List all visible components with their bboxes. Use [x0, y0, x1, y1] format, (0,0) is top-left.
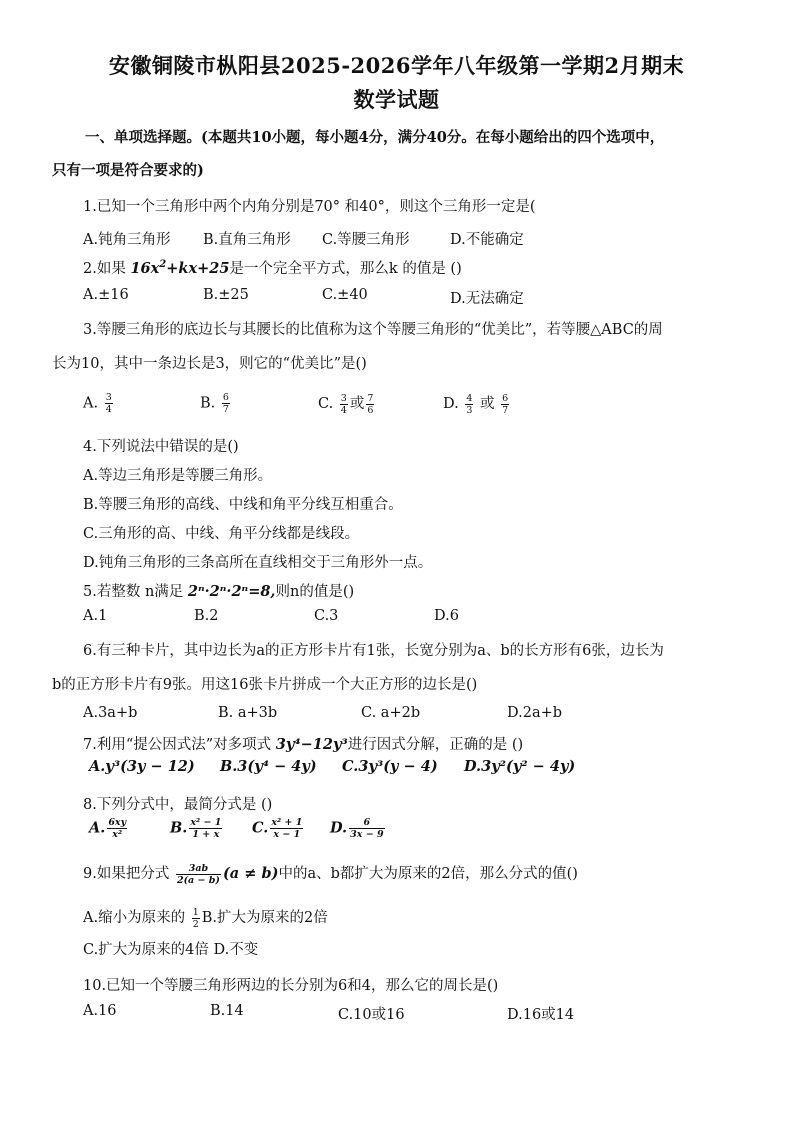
q2-expr-exponent: 2: [159, 259, 167, 271]
q3-d-fraction-1: [465, 393, 473, 416]
fraction-denominator: 2: [192, 918, 199, 930]
fraction-numerator: 3: [340, 392, 347, 404]
q9-stem-post: 中的a、b都扩大为原来的2倍，那么分式的值(): [278, 866, 578, 882]
q7-option-b: B.3(y⁴ − 4y): [220, 758, 317, 775]
fraction-numerator: 7: [367, 392, 374, 404]
q2-expr-term: 16x: [130, 260, 160, 277]
q8-option-c: [252, 817, 305, 840]
q8-option-b: [170, 817, 224, 840]
fraction-denominator: 3: [466, 404, 473, 416]
q3-b-fraction: [222, 392, 230, 415]
q10-option-a: A.16: [83, 1003, 117, 1019]
fraction-numerator: x² − 1: [190, 817, 222, 828]
q3-c-fraction-1: [340, 393, 348, 416]
q10-option-c: C.10或16: [338, 1007, 405, 1023]
q8-d-fraction: [349, 817, 384, 840]
question-4-stem: 4.下列说法中错误的是(): [83, 439, 239, 455]
q5-option-b: B.2: [194, 608, 219, 624]
question-5-stem: [83, 580, 354, 601]
q7-stem-post: 进行因式分解，正确的是 (): [347, 737, 524, 753]
question-7-stem: [83, 733, 523, 754]
question-2-stem: [83, 257, 462, 278]
q3-d-or: 或: [479, 396, 495, 412]
q3-option-d: [443, 392, 511, 416]
q5-stem-pre: 5.若整数 n满足: [83, 584, 184, 600]
fraction-numerator: 3ab: [176, 863, 221, 875]
q1-option-b: B.直角三角形: [203, 232, 291, 248]
q8-option-d: [330, 817, 387, 840]
q10-option-d: D.16或14: [507, 1007, 575, 1023]
q6-option-c: C. a+2b: [361, 705, 421, 721]
q6-stem-line2: b的正方形卡片有9张。用这16张卡片拼成一个大正方形的边长是(): [52, 677, 478, 693]
q2-option-d: D.无法确定: [450, 291, 524, 307]
q5-expression: 2ⁿ·2ⁿ·2ⁿ=8,: [187, 583, 276, 600]
q7-option-a: A.y³(3y − 12): [89, 758, 195, 775]
q9-option-b: B.扩大为原来的2倍: [201, 910, 328, 926]
q3-stem-line2: 长为10，其中一条边长是3，则它的“优美比”是(): [52, 356, 367, 372]
question-1-stem: 1.已知一个三角形中两个内角分别是70° 和40°，则这个三角形一定是(: [83, 199, 536, 215]
q7-option-c: C.3y³(y − 4): [342, 758, 438, 775]
q8-b-label: B.: [170, 819, 188, 837]
q7-option-d: D.3y²(y² − 4y): [464, 758, 576, 775]
section-heading-line1: 一、单项选择题。(本题共10小题，每小题4分，满分40分。在每小题给出的四个选项中，: [85, 129, 665, 146]
fraction-denominator: 3x − 9: [350, 829, 384, 840]
q2-expr-rest: +kx+25: [166, 260, 230, 277]
q3-c-fraction-2: [366, 393, 374, 416]
q8-a-fraction: [107, 817, 127, 840]
q8-d-label: D.: [330, 819, 348, 837]
q4-option-b: B.等腰三角形的高线、中线和角平分线互相重合。: [83, 497, 403, 513]
section-heading-line2: 只有一项是符合要求的): [52, 162, 204, 179]
q3-d-label: D.: [443, 396, 459, 412]
q7-stem-pre: 7.利用“提公因式法”对多项式: [83, 737, 272, 753]
fraction-numerator: 4: [466, 392, 473, 404]
q9-fraction: [176, 863, 221, 886]
q8-option-a: [89, 817, 129, 840]
q1-option-c: C.等腰三角形: [322, 232, 410, 248]
fraction-denominator: 6: [367, 404, 374, 416]
exam-title: 安徽铜陵市枞阳县2025-2026学年八年级第一学期2月期末: [108, 53, 685, 78]
fraction-denominator: 4: [105, 404, 112, 415]
q2-stem-post: 是一个完全平方式，那么k 的值是 (): [229, 261, 462, 277]
fraction-numerator: 3: [105, 392, 112, 403]
q5-stem-post: 则n的值是(): [275, 584, 355, 600]
q6-option-b: B. a+3b: [218, 705, 278, 721]
q3-b-label: B.: [200, 395, 216, 412]
fraction-denominator: 7: [502, 404, 509, 416]
q5-option-d: D.6: [434, 608, 459, 624]
q2-option-b: B.±25: [203, 287, 249, 303]
q3-option-b: [200, 392, 232, 415]
q3-option-a: [83, 392, 115, 415]
section-heading: [52, 121, 752, 187]
q2-option-c: C.±40: [322, 287, 368, 303]
q6-stem-line1: 6.有三种卡片，其中边长为a的正方形卡片有1张，长宽分别为a、b的长方形有6张，边长为: [83, 643, 664, 659]
q6-option-d: D.2a+b: [507, 705, 563, 721]
q8-c-label: C.: [252, 819, 269, 837]
q3-option-c: [318, 392, 376, 416]
q4-option-c: C.三角形的高、中线、角平分线都是线段。: [83, 526, 360, 542]
fraction-numerator: 1: [192, 906, 199, 918]
fraction-denominator: x²: [112, 829, 123, 840]
q9-option-line2: C.扩大为原来的4倍 D.不变: [83, 942, 259, 958]
q4-option-d: D.钝角三角形的三条高所在直线相交于三角形外一点。: [83, 555, 433, 571]
q6-option-a: A.3a+b: [83, 705, 138, 721]
q5-option-c: C.3: [314, 608, 339, 624]
question-6-stem: [52, 634, 752, 702]
q5-option-a: A.1: [83, 608, 108, 624]
q9-condition: (a ≠ b): [222, 865, 279, 882]
question-3-stem: [52, 313, 752, 381]
q3-c-label: C.: [318, 396, 334, 412]
q3-c-or: 或: [349, 396, 365, 412]
q3-a-label: A.: [83, 395, 99, 412]
fraction-numerator: 6xy: [108, 817, 127, 828]
q1-option-d: D.不能确定: [450, 232, 524, 248]
q2-expression: [130, 260, 229, 277]
q3-a-fraction: [105, 392, 113, 415]
question-9-stem: [83, 862, 578, 886]
fraction-denominator: 4: [340, 404, 347, 416]
q3-stem-line1: 3.等腰三角形的底边长与其腰长的比值称为这个等腰三角形的“优美比”，若等腰△ABC的周: [83, 322, 663, 338]
fraction-numerator: 6: [349, 817, 384, 829]
fraction-numerator: 6: [222, 392, 229, 403]
q3-d-fraction-2: [501, 393, 509, 416]
q4-option-a: A.等边三角形是等腰三角形。: [83, 468, 273, 484]
q8-c-fraction: [270, 817, 303, 840]
q7-expression: 3y⁴−12y³: [275, 736, 348, 753]
fraction-denominator: x − 1: [273, 829, 301, 840]
q8-a-label: A.: [89, 819, 106, 837]
fraction-denominator: 1 + x: [192, 829, 220, 840]
question-10-stem: 10.已知一个等腰三角形两边的长分别为6和4，那么它的周长是(): [83, 978, 499, 994]
question-8-stem: 8.下列分式中，最简分式是 (): [83, 797, 273, 813]
q9-stem-pre: 9.如果把分式: [83, 866, 170, 882]
q8-b-fraction: [189, 817, 222, 840]
q9-option-line1: [83, 906, 328, 930]
q10-option-b: B.14: [210, 1003, 244, 1019]
fraction-denominator: 2(a − b): [176, 874, 220, 886]
exam-subject: 数学试题: [353, 87, 440, 112]
q2-stem-pre: 2.如果: [83, 261, 126, 277]
q9-option-a: A.缩小为原来的: [83, 910, 186, 926]
q2-option-a: A.±16: [83, 287, 129, 303]
fraction-numerator: 6: [502, 392, 509, 404]
fraction-denominator: 7: [222, 404, 229, 415]
fraction-numerator: x² + 1: [271, 817, 303, 828]
q9-option-a-fraction: [192, 907, 200, 930]
q1-option-a: A.钝角三角形: [83, 232, 171, 248]
